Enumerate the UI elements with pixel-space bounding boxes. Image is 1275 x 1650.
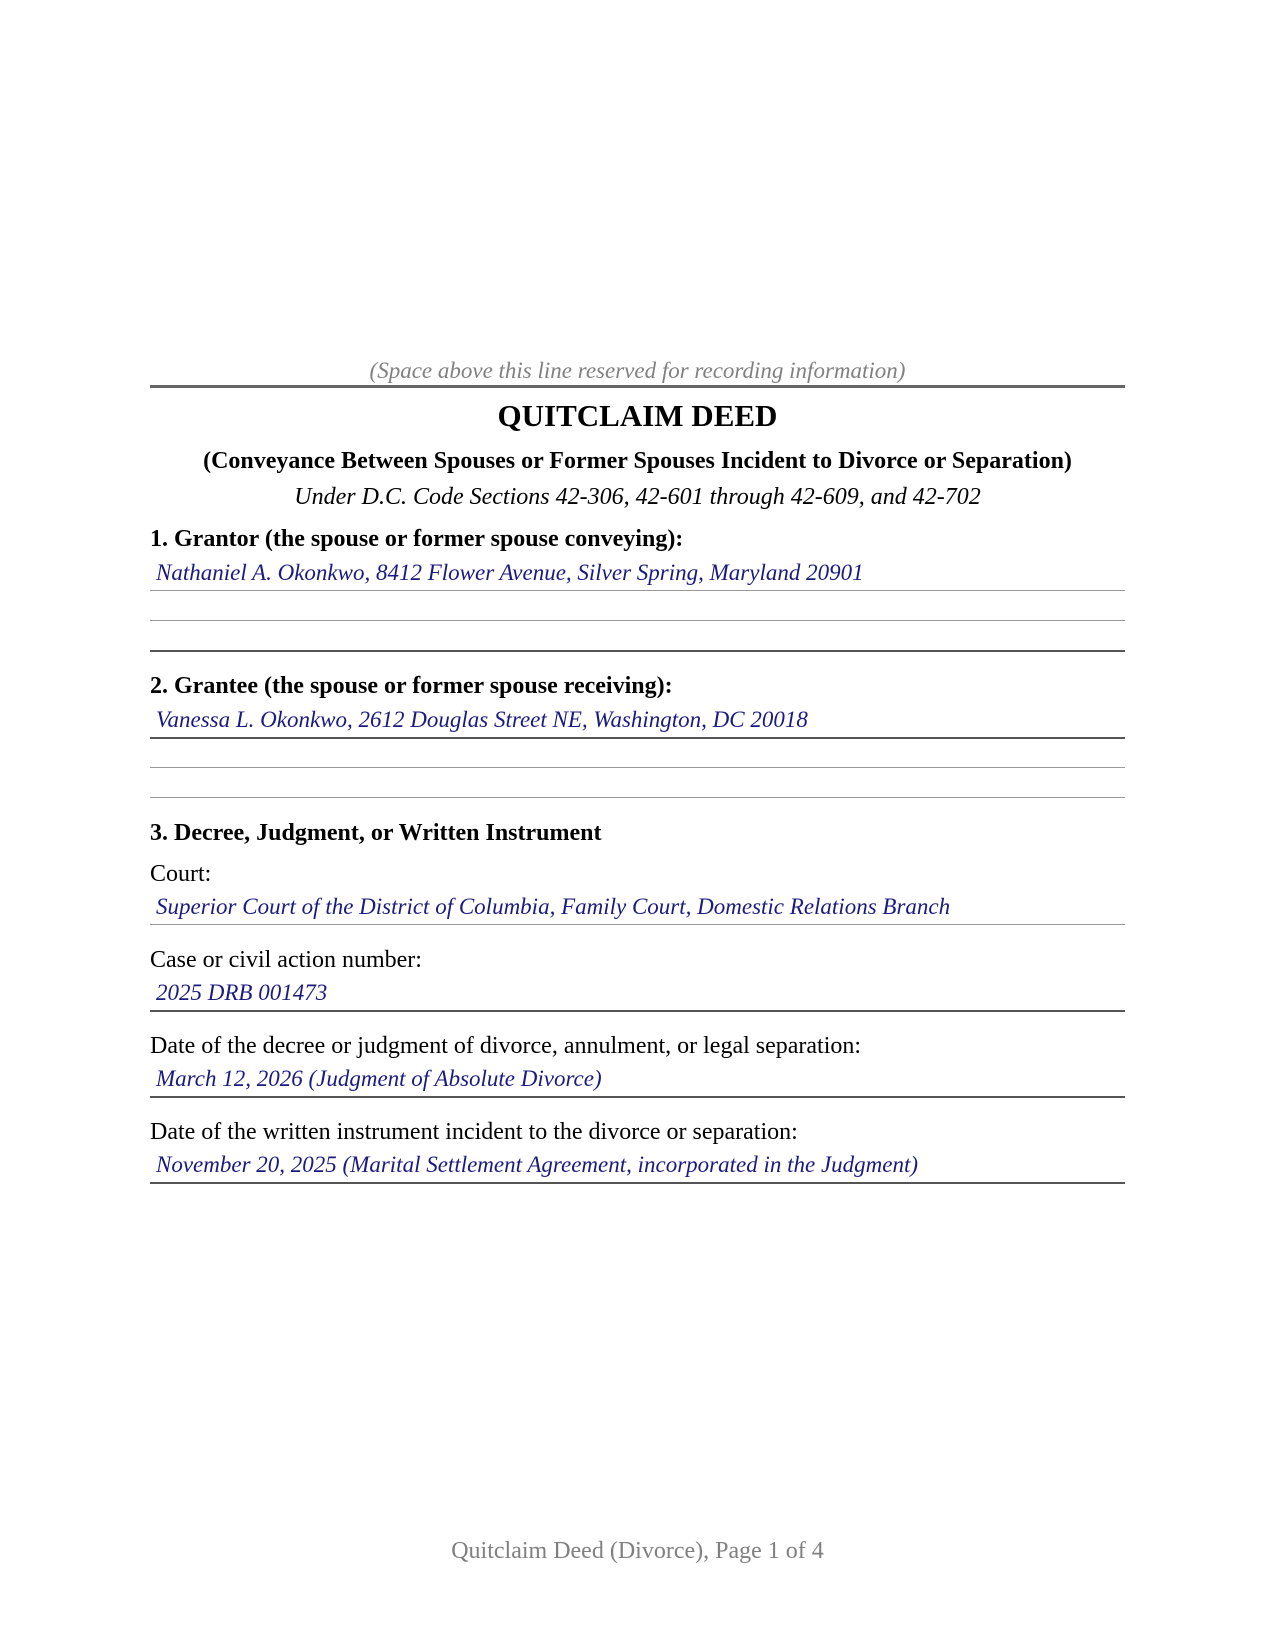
code-reference: Under D.C. Code Sections 42-306, 42-601 through 42-609, and 42-702 — [294, 484, 981, 510]
instrument-date-label: Date of the written instrument incident to the divorce or separation: — [150, 1119, 798, 1145]
deed-page — [150, 0, 1125, 1650]
court-field[interactable]: Superior Court of the District of Columbia, Family Court, Domestic Relations Branch — [156, 894, 951, 919]
instrument-date-line — [150, 1182, 1125, 1184]
grantee-line-3 — [150, 797, 1125, 798]
recording-reserved-note: (Space above this line reserved for recording information) — [369, 358, 906, 383]
grantor-field[interactable]: Nathaniel A. Okonkwo, 8412 Flower Avenue, Silver Spring, Maryland 20901 — [156, 560, 864, 585]
decree-date-field[interactable]: March 12, 2026 (Judgment of Absolute Divorce) — [156, 1066, 602, 1091]
grantee-heading: 2. Grantee (the spouse or former spouse receiving): — [150, 673, 673, 699]
case-number-field[interactable]: 2025 DRB 001473 — [156, 980, 328, 1005]
grantor-line-3 — [150, 650, 1125, 652]
grantee-field[interactable]: Vanessa L. Okonkwo, 2612 Douglas Street NE, Washington, DC 20018 — [156, 707, 808, 732]
court-line — [150, 924, 1125, 925]
grantor-line-1 — [150, 590, 1125, 591]
court-label: Court: — [150, 861, 212, 887]
decree-date-label: Date of the decree or judgment of divorce, annulment, or legal separation: — [150, 1033, 862, 1059]
document-title: QUITCLAIM DEED — [497, 398, 778, 433]
grantee-line-2 — [150, 767, 1125, 768]
instrument-date-field[interactable]: November 20, 2025 (Marital Settlement Agreement, incorporated in the Judgment) — [156, 1152, 919, 1177]
decree-heading: 3. Decree, Judgment, or Written Instrument — [150, 820, 602, 846]
decree-date-line — [150, 1096, 1125, 1098]
document-subtitle: (Conveyance Between Spouses or Former Spouses Incident to Divorce or Separation) — [203, 448, 1072, 474]
grantee-line-1 — [150, 737, 1125, 739]
case-number-line — [150, 1010, 1125, 1012]
grantor-heading: 1. Grantor (the spouse or former spouse conveying): — [150, 526, 684, 552]
grantor-line-2 — [150, 620, 1125, 621]
recording-divider — [150, 385, 1125, 388]
page-footer: Quitclaim Deed (Divorce), Page 1 of 4 — [451, 1538, 824, 1564]
case-number-label: Case or civil action number: — [150, 947, 422, 973]
